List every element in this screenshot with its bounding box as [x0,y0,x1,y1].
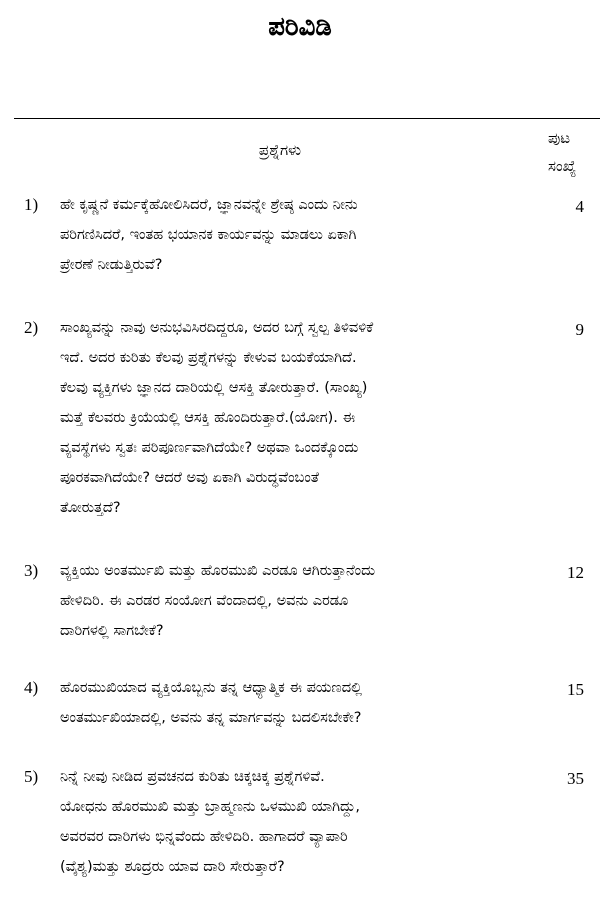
entry-number: 3) [24,561,39,580]
entry-question: ವ್ಯಕ್ತಿಯು ಅಂತರ್ಮುಖಿ ಮತ್ತು ಹೊರಮುಖಿ ಎರಡೂ ಆಗಿರುತ್ತಾನೆಂದು ಹೇಳಿದಿರಿ. ಈ ಎರಡರ ಸಂಯೋಗ ವೆಂದಾದಲ್ಲಿ, ಅವನು ಎರಡೂ ದಾರಿಗಳಲ್ಲಿ ಸಾಗಬೇಕೆ? [60,563,376,639]
entry-page-number: 12 [567,563,584,582]
entry-number: 2) [24,318,39,337]
column-header-page-number [548,124,600,180]
page-title: ಪರಿವಿಡಿ [268,12,332,42]
entry-number: 1) [24,195,39,214]
column-header-questions: ಪ್ರಶ್ನೆಗಳು [258,141,302,159]
entry-page-number: 35 [567,769,584,788]
header-rule [14,118,600,119]
entry-page-number: 4 [575,197,584,216]
entry-page-number: 15 [567,680,584,699]
entry-question: ಸಾಂಖ್ಯವನ್ನು ನಾವು ಅನುಭವಿಸಿರದಿದ್ದರೂ, ಅದರ ಬಗ್ಗೆ ಸ್ವಲ್ಪ ತಿಳಿವಳಿಕೆ ಇದೆ. ಅದರ ಕುರಿತು ಕೆಲವು ಪ್ರಶ್ನೆಗಳನ್ನು ಕೇಳುವ ಬಯಕೆಯಾಗಿದೆ. ಕೆಲವು ವ್ಯಕ್ತಿಗಳು ಜ್ಞಾನದ ದಾರಿಯಲ್ಲಿ ಆಸಕ್ತಿ ತೋರುತ್ತಾರೆ. (ಸಾಂಖ್ಯ) ಮತ್ತೆ ಕೆಲವರು ಕ್ರಿಯೆಯಲ್ಲಿ ಆಸಕ್ತಿ ಹೊಂದಿರುತ್ತಾರೆ.(ಯೋಗ). ಈ ವ್ಯವಸ್ಥೆಗಳು ಸ್ವತಃ ಪರಿಪೂರ್ಣವಾಗಿದೆಯೇ? ಅಥವಾ ಒಂದಕ್ಕೊಂದು ಪೂರಕವಾಗಿದೆಯೇ? ಆದರೆ ಅವು ಏಕಾಗಿ ವಿರುದ್ಧವೆಂಬಂತೆ ತೋರುತ್ತದೆ? [60,320,374,516]
entry-question: ಹೊರಮುಖಿಯಾದ ವ್ಯಕ್ತಿಯೊಬ್ಬನು ತನ್ನ ಆಧ್ಯಾತ್ಮಿಕ ಈ ಪಯಣದಲ್ಲಿ ಅಂತರ್ಮುಖಿಯಾದಲ್ಲಿ, ಅವನು ತನ್ನ ಮಾರ್ಗವನ್ನು ಬದಲಿಸಬೇಕೇ? [60,680,363,726]
entry-question: ನಿನ್ನೆ ನೀವು ನೀಡಿದ ಪ್ರವಚನದ ಕುರಿತು ಚಿಕ್ಕಚಿಕ್ಕ ಪ್ರಶ್ನೆಗಳಿವೆ. ಯೋಧನು ಹೊರಮುಖಿ ಮತ್ತು ಬ್ರಾಹ್ಮಣನು ಒಳಮುಖಿ ಯಾಗಿದ್ದು, ಅವರವರ ದಾರಿಗಳು ಭಿನ್ನವೆಂದು ಹೇಳಿದಿರಿ. ಹಾಗಾದರೆ ವ್ಯಾಪಾರಿ (ವೈಶ್ಯ)ಮತ್ತು ಶೂದ್ರರು ಯಾವ ದಾರಿ ಸೇರುತ್ತಾರೆ? [60,769,360,875]
column-header-page-line1: ಪುಟ [548,129,571,147]
entry-number: 4) [24,678,39,697]
entry-question: ಹೇ ಕೃಷ್ಣನೆ ಕರ್ಮಕ್ಕೆಹೋಲಿಸಿದರೆ, ಜ್ಞಾನವನ್ನೇ ಶ್ರೇಷ್ಠ ಎಂದು ನೀನು ಪರಿಗಣಿಸಿದರೆ, ಇಂತಹ ಭಯಾನಕ ಕಾರ್ಯವನ್ನು ಮಾಡಲು ಏಕಾಗಿ ಪ್ರೇರಣೆ ನೀಡುತ್ತಿರುವೆ? [60,197,358,273]
entry-number: 5) [24,767,39,786]
entry-page-number: 9 [575,320,584,339]
column-header-page-line2: ಸಂಖ್ಯೆ [548,157,577,175]
